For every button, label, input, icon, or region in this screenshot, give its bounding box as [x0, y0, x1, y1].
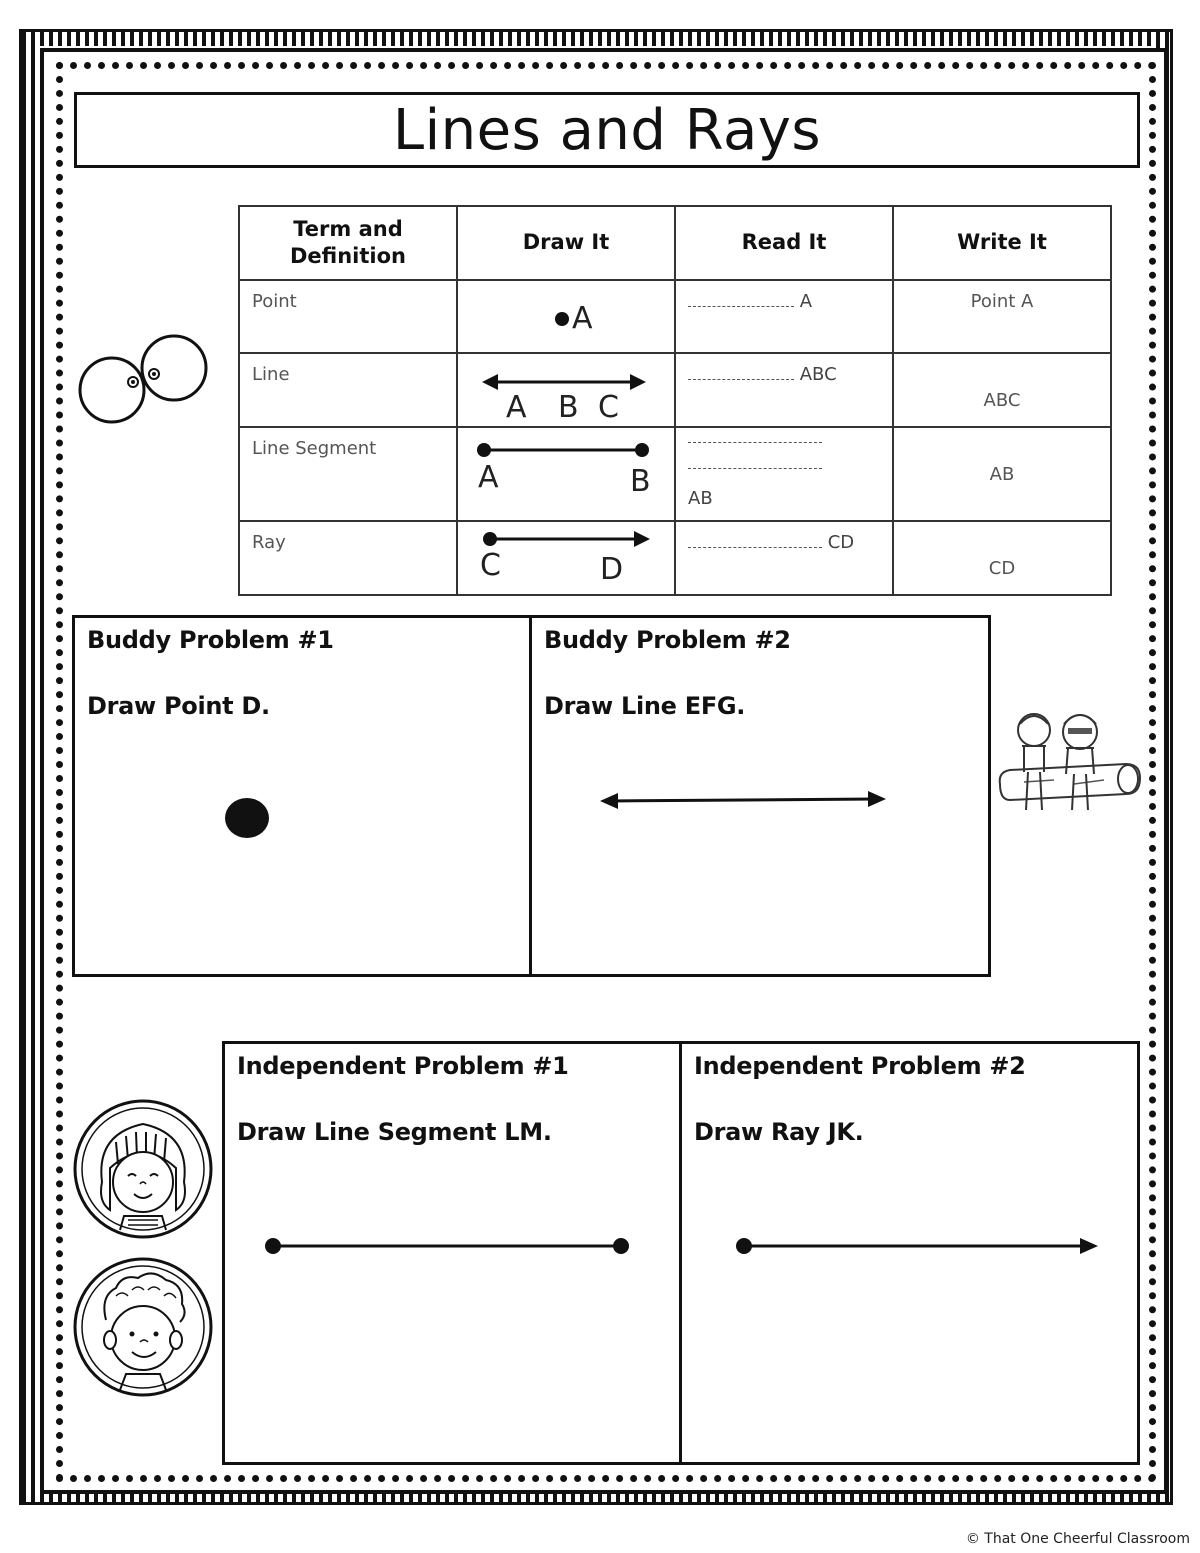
point-label-a: A — [572, 301, 593, 336]
ray-label-c: C — [480, 548, 501, 583]
header-term: Term and Definition — [239, 206, 457, 280]
independent-problem-2 — [679, 1041, 1140, 1465]
write-line-segment: AB — [989, 464, 1015, 485]
line-label-b: B — [558, 390, 579, 425]
independent-problem-1-prompt: Draw Line Segment LM. — [237, 1118, 552, 1146]
read-line-segment: AB — [688, 488, 713, 509]
table-row — [239, 427, 1111, 521]
title-box — [74, 92, 1140, 168]
draw-point — [457, 280, 675, 353]
buddy-problem-1 — [72, 615, 532, 977]
draw-ray — [457, 521, 675, 595]
independent-problem-2-title: Independent Problem #2 — [694, 1052, 1026, 1080]
header-read: Read It — [675, 206, 893, 280]
header-draw: Draw It — [457, 206, 675, 280]
write-ray: CD — [988, 558, 1016, 579]
segment-label-a: A — [478, 460, 499, 495]
ray-label-d: D — [600, 552, 624, 587]
buddy-problem-2 — [529, 615, 991, 977]
header-write: Write It — [893, 206, 1111, 280]
independent-problem-1-title: Independent Problem #1 — [237, 1052, 569, 1080]
read-line: ABC — [799, 364, 837, 385]
buddy-problem-2-prompt: Draw Line EFG. — [544, 692, 746, 720]
buddy-problem-1-title: Buddy Problem #1 — [87, 626, 334, 654]
term-point: Point — [252, 291, 297, 312]
terms-table — [238, 205, 1112, 596]
term-line: Line — [252, 364, 290, 385]
buddy-problem-2-title: Buddy Problem #2 — [544, 626, 791, 654]
line-label-c: C — [598, 390, 619, 425]
draw-line-segment — [457, 427, 675, 521]
read-point: A — [799, 291, 813, 312]
write-line: ABC — [983, 390, 1021, 411]
write-point: Point A — [970, 291, 1034, 312]
copyright-text: © That One Cheerful Classroom — [965, 1531, 1190, 1547]
term-line-segment: Line Segment — [252, 438, 377, 459]
independent-problem-1 — [222, 1041, 682, 1465]
boy-avatar — [72, 1256, 214, 1398]
independent-problem-2-prompt: Draw Ray JK. — [694, 1118, 864, 1146]
eyes-illustration — [78, 330, 210, 426]
segment-label-b: B — [630, 464, 651, 499]
girl-avatar — [72, 1098, 214, 1240]
table-row — [239, 521, 1111, 595]
table-row — [239, 353, 1111, 427]
term-ray: Ray — [252, 532, 286, 553]
read-ray: CD — [827, 532, 855, 553]
draw-line — [457, 353, 675, 427]
kids-on-log-illustration — [994, 702, 1144, 820]
buddy-problem-1-prompt: Draw Point D. — [87, 692, 270, 720]
page-title: Lines and Rays — [392, 97, 822, 163]
line-label-a: A — [506, 390, 527, 425]
table-row — [239, 280, 1111, 353]
